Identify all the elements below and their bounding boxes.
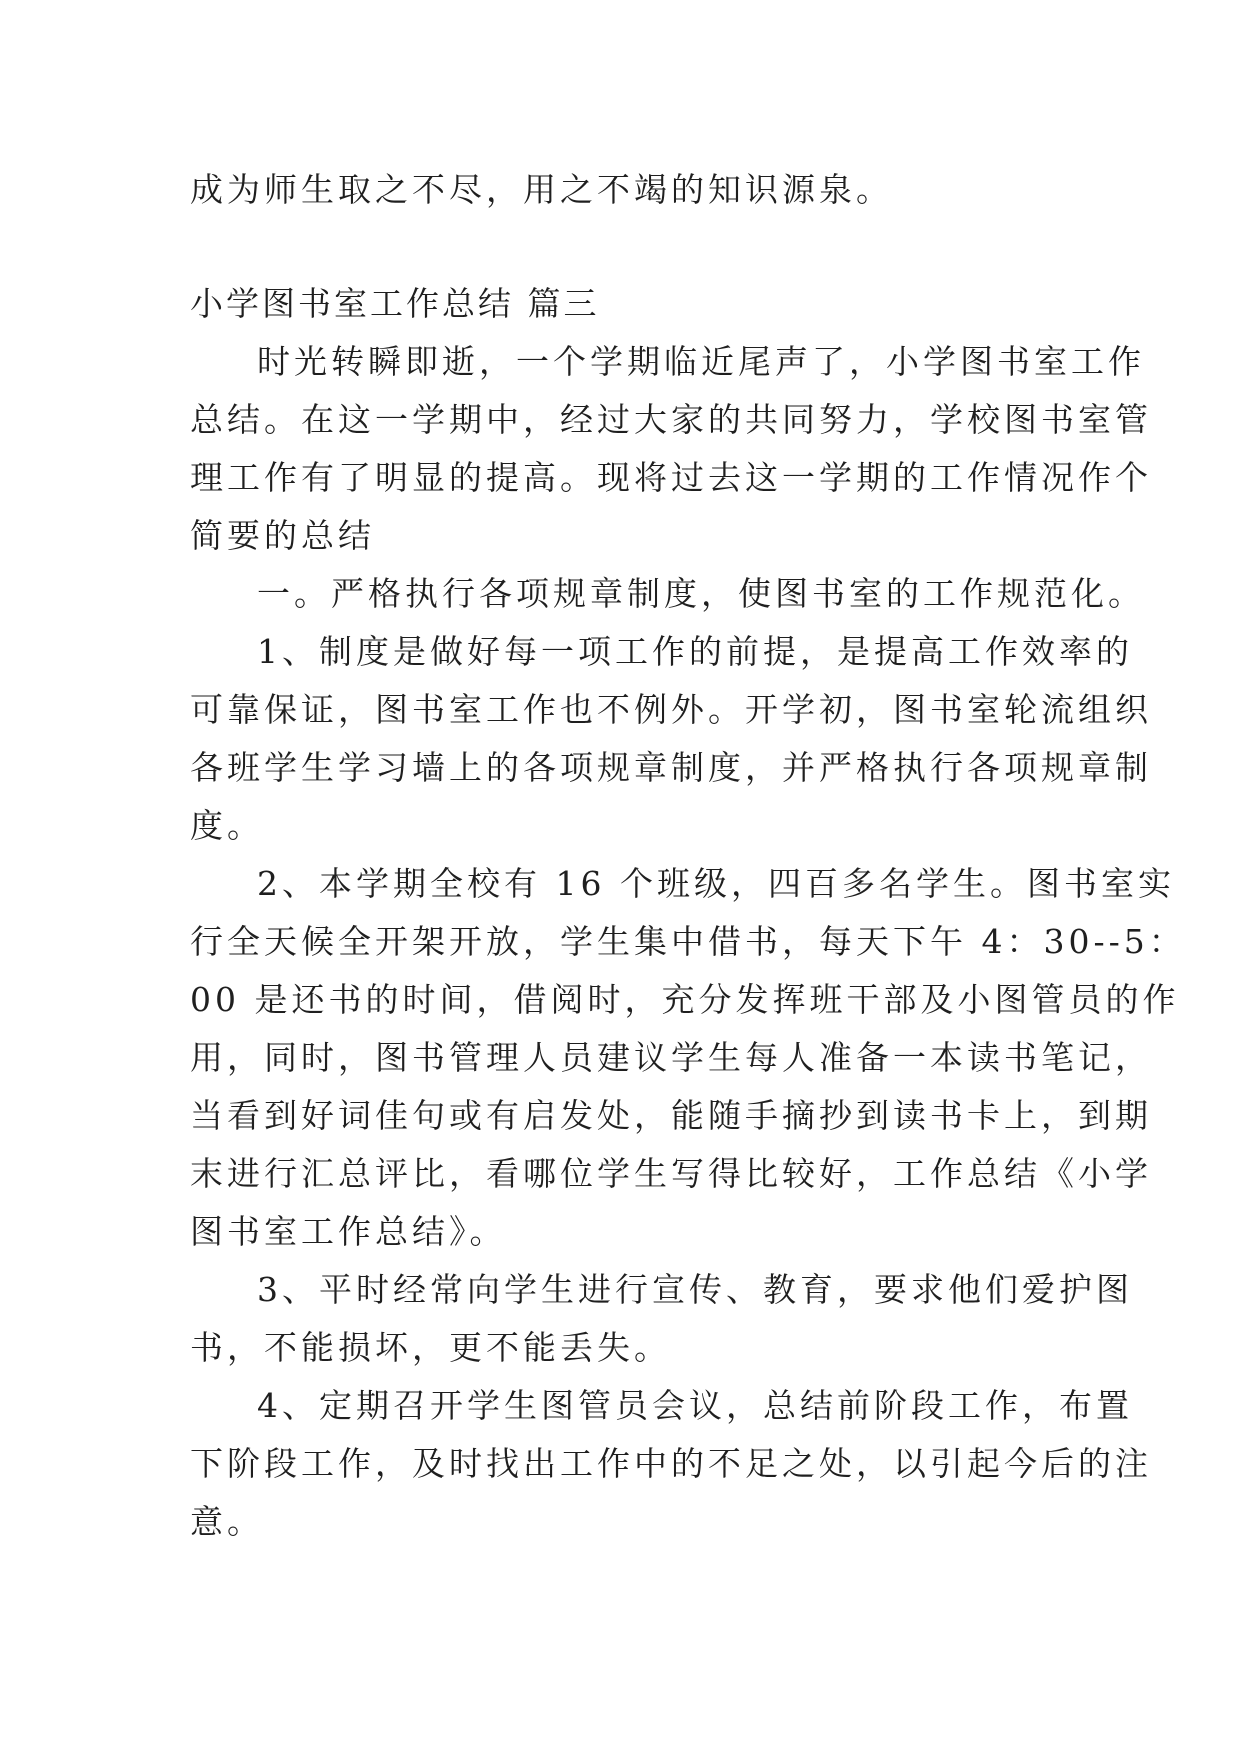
text-line-19: 3、平时经常向学生进行宣传、教育，要求他们爱护图 [257,1270,1133,1309]
text-line-15: 用，同时，图书管理人员建议学生每人准备一本读书笔记， [190,1038,1152,1077]
text-line-22: 下阶段工作，及时找出工作中的不足之处，以引起今后的注 [190,1444,1152,1483]
text-line-9: 可靠保证，图书室工作也不例外。开学初，图书室轮流组织 [190,690,1152,729]
text-line-14: 00 是还书的时间，借阅时，充分发挥班干部及小图管员的作 [190,980,1180,1019]
text-line-20: 书，不能损坏，更不能丢失。 [190,1328,671,1367]
section-heading: 小学图书室工作总结 篇三 [190,284,600,323]
text-line-18: 图书室工作总结》。 [190,1212,507,1251]
text-line-12: 2、本学期全校有 16 个班级，四百多名学生。图书室实 [257,864,1175,903]
text-line-23: 意。 [190,1502,264,1541]
text-line-4: 总结。在这一学期中，经过大家的共同努力，学校图书室管 [190,400,1152,439]
text-line-16: 当看到好词佳句或有启发处，能随手摘抄到读书卡上，到期 [190,1096,1152,1135]
text-line-1: 成为师生取之不尽，用之不竭的知识源泉。 [190,170,893,209]
text-line-6: 简要的总结 [190,516,375,555]
text-line-11: 度。 [190,806,264,845]
text-line-10: 各班学生学习墙上的各项规章制度，并严格执行各项规章制 [190,748,1152,787]
text-line-13: 行全天候全开架开放，学生集中借书，每天下午 4：30--5： [190,922,1186,961]
text-line-21: 4、定期召开学生图管员会议，总结前阶段工作，布置 [257,1386,1133,1425]
text-line-5: 理工作有了明显的提高。现将过去这一学期的工作情况作个 [190,458,1152,497]
text-line-17: 末进行汇总评比，看哪位学生写得比较好，工作总结《小学 [190,1154,1152,1193]
text-line-7: 一。严格执行各项规章制度，使图书室的工作规范化。 [257,574,1145,613]
text-line-3: 时光转瞬即逝，一个学期临近尾声了，小学图书室工作 [257,342,1145,381]
text-line-8: 1、制度是做好每一项工作的前提，是提高工作效率的 [257,632,1133,671]
